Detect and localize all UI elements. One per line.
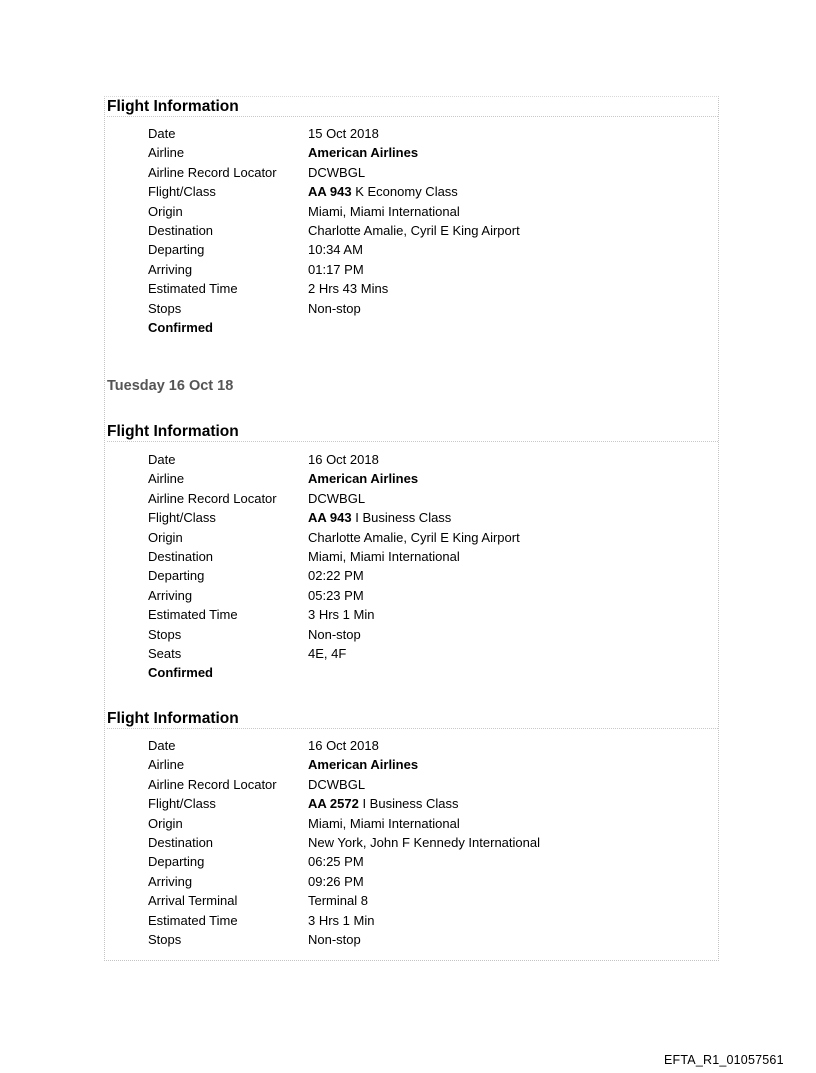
row-stops: Stops Non-stop	[148, 626, 361, 642]
row-flight-class: Flight/Class AA 943 K Economy Class	[148, 184, 458, 200]
row-airline: Airline American Airlines	[148, 757, 419, 773]
row-destination: Destination Miami, Miami International	[148, 549, 460, 564]
row-flight-class: Flight/Class AA 2572 I Business Class	[148, 796, 459, 812]
row-date: Date 16 Oct 2018	[148, 738, 379, 753]
row-airline: Airline American Airlines	[148, 471, 419, 487]
row-estimated-time: Estimated Time 3 Hrs 1 Min	[148, 607, 375, 623]
row-stops: Stops Non-stop	[148, 300, 361, 316]
row-flight-class: Flight/Class AA 943 I Business Class	[148, 510, 452, 526]
document-id-footer: EFTA_R1_01057561	[664, 1053, 784, 1067]
row-record-locator: Airline Record Locator DCWBGL	[148, 490, 366, 506]
status-confirmed: Confirmed	[148, 665, 213, 681]
row-estimated-time: Estimated Time 3 Hrs 1 Min	[148, 912, 375, 928]
row-origin: Origin Charlotte Amalie, Cyril E King Airport	[148, 529, 520, 545]
row-estimated-time: Estimated Time 2 Hrs 43 Mins	[148, 281, 389, 297]
row-origin: Origin Miami, Miami International	[148, 203, 460, 219]
row-arrival-terminal: Arrival Terminal Terminal 8	[148, 893, 368, 909]
section-title-3: Flight Information	[107, 709, 718, 729]
row-status	[0, 318, 816, 337]
section-title-1: Flight Information	[107, 97, 718, 117]
row-airline: Airline American Airlines	[148, 145, 419, 161]
row-departing: Departing 06:25 PM	[148, 854, 364, 870]
row-destination: Destination Charlotte Amalie, Cyril E King Airport	[148, 223, 520, 238]
row-record-locator: Airline Record Locator DCWBGL	[148, 164, 366, 180]
status-confirmed: Confirmed	[148, 320, 213, 335]
section-title-2: Flight Information	[107, 422, 718, 442]
row-seats: Seats 4E, 4F	[148, 646, 347, 661]
row-arriving: Arriving 01:17 PM	[148, 261, 364, 277]
row-stops: Stops Non-stop	[148, 932, 361, 947]
day-heading: Tuesday 16 Oct 18	[107, 378, 234, 394]
row-arriving: Arriving 09:26 PM	[148, 873, 364, 889]
row-date: Date 16 Oct 2018	[148, 452, 379, 467]
row-status	[0, 663, 816, 682]
row-arriving: Arriving 05:23 PM	[148, 587, 364, 603]
row-record-locator: Airline Record Locator DCWBGL	[148, 776, 366, 792]
row-departing: Departing 02:22 PM	[148, 568, 364, 584]
row-origin: Origin Miami, Miami International	[148, 815, 460, 831]
row-date: Date 15 Oct 2018	[148, 126, 379, 141]
row-destination: Destination New York, John F Kennedy International	[148, 835, 540, 850]
row-departing: Departing 10:34 AM	[148, 242, 363, 258]
